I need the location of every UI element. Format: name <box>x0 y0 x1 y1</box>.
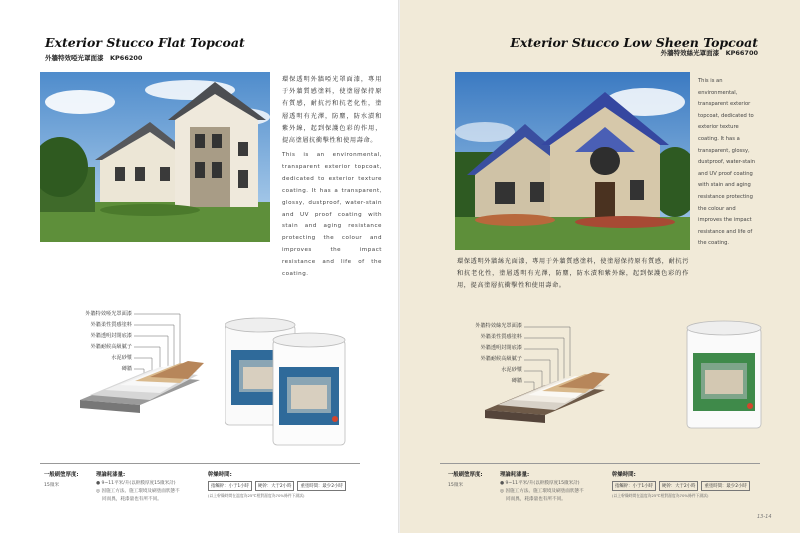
left-english-description: This is an environmental, transparent exterior topcoat, dedicated to exterior texture coating. It has a transparent, glossy, dustproof, water-stain and UV proof coating with stain and aging resistance protecting the colour and improves the impact resistance and life of the coating. <box>282 152 382 278</box>
left-coverage-text <box>96 480 206 504</box>
layer-label: 水泥砂漿 <box>501 367 522 373</box>
en-line: transparent, glossy, <box>698 147 750 154</box>
drying-box: 指觸幹：小于1小時 <box>208 481 252 491</box>
en-line: topcoat, dedicated to <box>698 112 754 119</box>
right-thickness-title: 一般刷塗厚度: <box>448 472 483 478</box>
en-line: with stain and aging <box>698 182 751 189</box>
right-spec-divider <box>440 463 760 464</box>
en-line: environmental, <box>698 89 738 96</box>
page-number: 13-14 <box>757 514 772 520</box>
layer-label: 磚牆 <box>121 366 132 372</box>
right-coverage-title: 理論耗漆量: <box>500 472 530 478</box>
coverage-line: ● 9~11平米/升(以幹膜厚度15微米計) <box>96 481 176 486</box>
en-line: coating. It has a <box>698 135 740 142</box>
layer-label: 外牆透明封閉底漆 <box>90 333 132 339</box>
en-line: the coating. <box>698 240 730 247</box>
left-chinese-description: 環保透明外牆啞光罩面漆，專用于外牆質感塗料，使塗層保持原有質感，耐抗污和抗老化性，塗層透明有光澤，防塵，防水漬和紫外線，起到保護色彩的作用，提高塗層抗衝擊性和使用壽命。 <box>282 76 382 145</box>
en-line: resistance protecting <box>698 193 753 200</box>
left-thickness-value: 15微米 <box>44 483 60 488</box>
left-paint-buckets <box>225 315 355 454</box>
layer-label: 水泥砂漿 <box>111 355 132 361</box>
left-product-title: Exterior Stucco Flat Topcoat <box>45 35 245 50</box>
en-line: This is an <box>698 78 723 84</box>
drying-box: 重塗時間：最少2小時 <box>297 481 345 491</box>
layer-label: 外牆耐候高級膩子 <box>480 356 522 362</box>
right-drying-boxes <box>612 481 750 491</box>
right-product-title: Exterior Stucco Low Sheen Topcoat <box>510 35 758 50</box>
coverage-line: ◎ 因施工方法、施工環境及刷塗面狀態不 <box>500 489 584 494</box>
left-product-subtitle: 外牆特效啞光罩面漆 KP66200 <box>45 54 143 62</box>
en-line: resistance and life of <box>698 228 753 235</box>
layer-label: 外牆耐候高級膩子 <box>90 344 132 350</box>
layer-stack-graphic <box>480 318 620 428</box>
coverage-line: ● 9~11平米/升(以幹膜厚度15微米計) <box>500 481 580 486</box>
en-line: and UV proof coating <box>698 170 753 177</box>
right-page <box>400 0 800 533</box>
right-paint-bucket <box>685 318 765 437</box>
layer-label: 外牆柔性質感塗料 <box>90 322 132 328</box>
left-thickness-title: 一般刷塗厚度: <box>44 472 79 478</box>
right-drying-note: (以上幹燥時間在溫度為25℃相對濕度為70%條件下測試) <box>612 493 709 498</box>
left-house-photo <box>40 72 270 242</box>
left-drying-boxes <box>208 481 346 491</box>
en-line: transparent exterior <box>698 101 751 108</box>
right-product-subtitle: 外牆特效絲光罩面漆 KP66700 <box>660 49 758 57</box>
left-drying-note: (以上幹燥時間在溫度為25℃相對濕度為70%條件下測試) <box>208 493 305 498</box>
en-line: improves the impact <box>698 217 752 224</box>
right-house-photo <box>455 72 690 250</box>
layer-label: 外牆特效絲光罩面漆 <box>475 323 522 329</box>
layer-label: 外牆特效啞光罩面漆 <box>85 311 132 317</box>
right-chinese-description: 環保透明外牆絲光面漆，專用于外牆質感塗料，使塗層保持原有質感，耐抗污和抗老化性，塗層透明有光澤，防塵，防水漬和紫外線，起到保護色彩的作用，提高塗層抗衝擊性和使用壽命。 <box>457 258 689 290</box>
layer-label: 外牆柔性質感塗料 <box>480 334 522 340</box>
layer-label: 外牆透明封閉底漆 <box>480 345 522 351</box>
left-drying-title: 幹燥時間: <box>208 472 232 478</box>
drying-box: 指觸幹：小于1小時 <box>612 481 656 491</box>
coverage-line: ◎ 因施工方法、施工環境及刷塗面狀態不 <box>96 489 180 494</box>
drying-box: 重塗時間：最少2小時 <box>701 481 749 491</box>
right-thickness-value: 15微米 <box>448 483 464 488</box>
layer-stack-graphic <box>70 305 210 420</box>
coverage-line: 同而異，耗漆量也有所不同。 <box>500 497 566 502</box>
en-line: the colour and <box>698 205 736 212</box>
coverage-line: 同而異，耗漆量也有所不同。 <box>96 497 162 502</box>
left-coverage-title: 理論耗漆量: <box>96 472 126 478</box>
layer-label: 磚牆 <box>511 378 522 384</box>
drying-box: 硬幹：大于2小時 <box>659 481 699 491</box>
en-line: dustproof, water-stain <box>698 159 756 166</box>
drying-box: 硬幹：大于2小時 <box>255 481 295 491</box>
en-line: exterior texture <box>698 124 739 131</box>
right-drying-title: 幹燥時間: <box>612 472 636 478</box>
left-spec-divider <box>40 463 360 464</box>
right-coverage-text <box>500 480 610 504</box>
